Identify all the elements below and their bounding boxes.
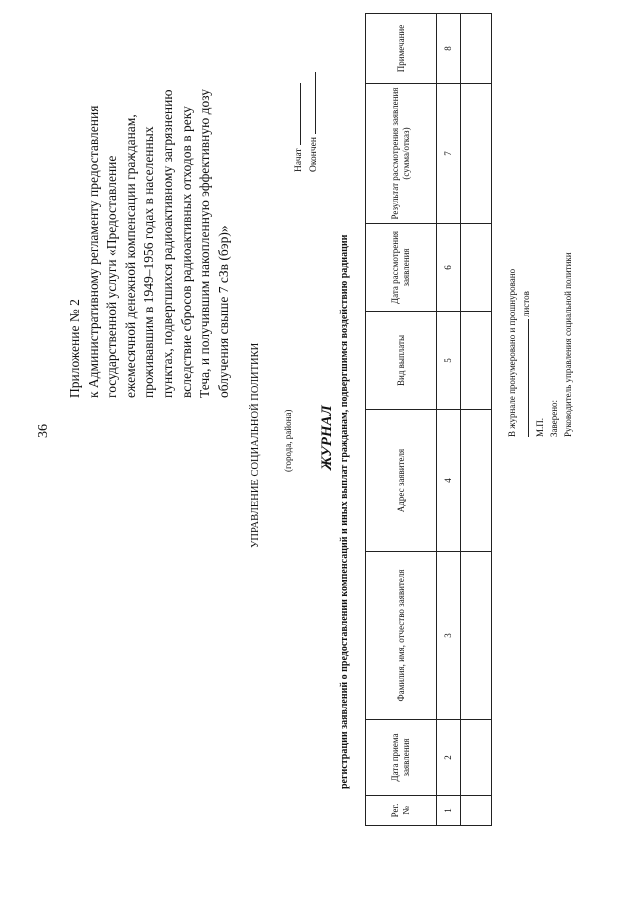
table-cell[interactable] [461, 796, 492, 826]
sheets-label: листов [521, 291, 531, 317]
table-cell[interactable] [461, 224, 492, 312]
org-name-text: УПРАВЛЕНИЕ СОЦИАЛЬНОЙ ПОЛИТИКИ [250, 342, 261, 548]
appendix-line: Теча, и получившим накопленную эффективную дозу [197, 88, 213, 398]
start-row [291, 72, 306, 172]
appendix-line: пунктах, подвергшихся радиоактивному загрязнению [159, 89, 175, 398]
head-signature-label: Руководитель управления социальной политики [563, 252, 573, 437]
header-review-result: Результат рассмотрения заявления (сумма/отказ) [366, 84, 437, 224]
column-number: 2 [437, 720, 461, 796]
numbered-line: В журнале пронумеровано и прошнуровано [507, 268, 517, 437]
table-cell[interactable] [461, 410, 492, 552]
column-number: 8 [437, 14, 461, 84]
org-name-line [250, 343, 261, 548]
end-row [306, 72, 321, 172]
appendix-line: государственной услуги «Предоставление [104, 155, 120, 398]
appendix-line: Приложение № 2 [67, 299, 82, 398]
column-number: 3 [437, 552, 461, 720]
appendix-line: облучения свыше 7 сЗв (бэр)» [215, 225, 231, 398]
header-reg-no: Рег. № [366, 796, 437, 826]
header-note: Примечание [366, 14, 437, 84]
journal-subtitle: регистрации заявлений о предоставлении компенсаций и иных выплат гражданам, подвергшимся воздействию радиации [339, 234, 350, 789]
seal-label: М.П. [535, 417, 545, 437]
header-review-date: Дата рассмотрения заявления [366, 224, 437, 312]
table-cell[interactable] [461, 720, 492, 796]
appendix-line: ежемесячной денежной компенсации гражданам, [122, 114, 138, 398]
table-header-row [366, 14, 437, 826]
column-number: 4 [437, 410, 461, 552]
certified-label: Заверено: [549, 399, 559, 437]
sheets-row [519, 252, 533, 437]
certification-block [505, 252, 575, 437]
journal-table [365, 13, 492, 826]
appendix-heading [66, 38, 233, 398]
table-cell[interactable] [461, 552, 492, 720]
header-receipt-date: Дата приема заявления [366, 720, 437, 796]
table-cell[interactable] [461, 14, 492, 84]
appendix-line: к Административному регламенту предоставления [85, 105, 101, 398]
table-row [461, 14, 492, 826]
end-blank [306, 72, 316, 134]
column-number: 5 [437, 312, 461, 410]
column-number: 7 [437, 84, 461, 224]
end-label: Окончен [309, 137, 319, 172]
start-blank [291, 83, 301, 145]
column-number: 1 [437, 796, 461, 826]
start-label: Начат [294, 148, 304, 172]
appendix-line: вследствие сбросов радиоактивных отходов в реку [178, 106, 194, 398]
header-applicant-address: Адрес заявителя [366, 410, 437, 552]
appendix-line: проживавшим в 1949–1956 годах в населенных [141, 126, 157, 398]
page-number: 36 [36, 424, 51, 438]
header-payment-type: Вид выплаты [366, 312, 437, 410]
org-caption: (города, района) [283, 409, 293, 472]
header-applicant-name: Фамилия, имя, отчество заявителя [366, 552, 437, 720]
table-cell[interactable] [461, 84, 492, 224]
column-number: 6 [437, 224, 461, 312]
table-cell[interactable] [461, 312, 492, 410]
journal-title: ЖУРНАЛ [319, 405, 335, 470]
period-block [291, 72, 321, 172]
sheets-blank [519, 319, 529, 437]
table-row [437, 14, 461, 826]
